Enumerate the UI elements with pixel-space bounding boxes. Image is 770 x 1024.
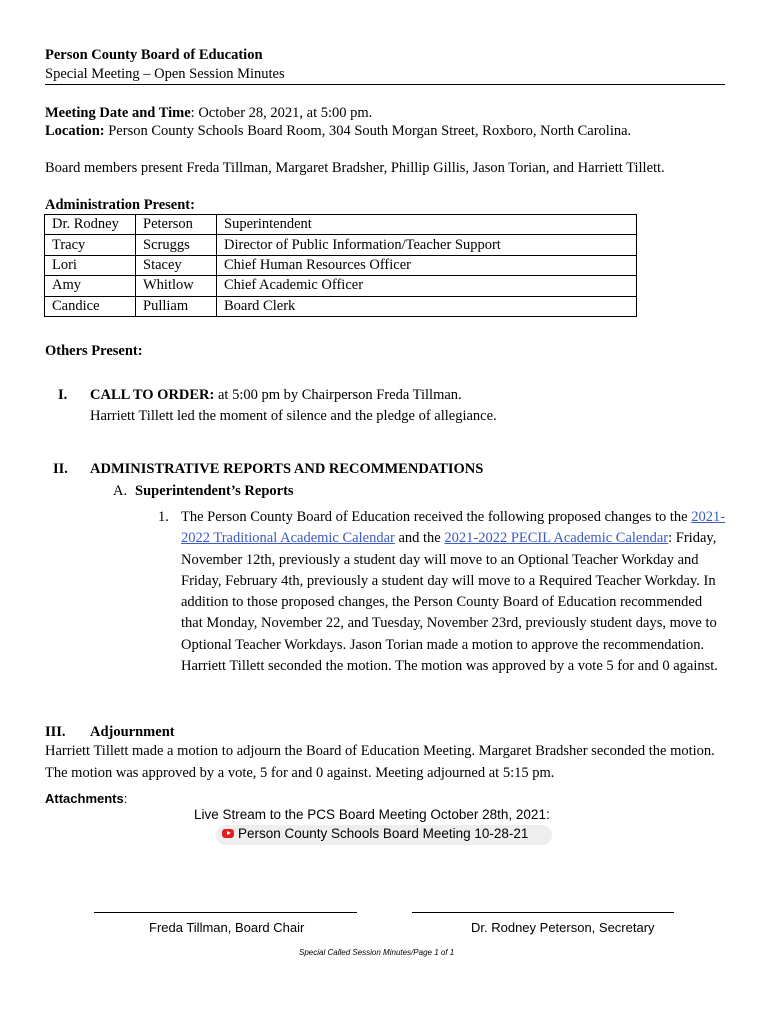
board-name: Person County Board of Education: [45, 47, 263, 63]
chair-signature-line: [94, 912, 357, 913]
section-3-heading: Adjournment: [90, 724, 175, 740]
section-3-text: Harriett Tillett made a motion to adjourn the Board of Education Meeting. Margaret Bradsher seconded the motion. The motion was approved by a vote, 5 for and 0 against. Meeting adjourned at 5:15 pm.: [45, 743, 715, 781]
last-name-cell: Peterson: [136, 215, 217, 235]
title-cell: Chief Academic Officer: [217, 276, 637, 296]
item-1-text-start: The Person County Board of Education received the following proposed changes to the: [181, 509, 688, 525]
subsection-a-heading: Superintendent’s Reports: [135, 483, 294, 499]
others-present-heading: Others Present:: [45, 343, 143, 359]
meeting-location-label: Location:: [45, 123, 105, 139]
table-row: [45, 296, 637, 316]
item-1-and-the: and the: [394, 530, 445, 547]
secretary-signature-label: Dr. Rodney Peterson, Secretary: [471, 920, 655, 935]
section-1-numeral: I.: [58, 387, 68, 403]
first-name-cell: Dr. Rodney: [45, 215, 136, 235]
first-name-cell: Amy: [45, 276, 136, 296]
attachments-line: [45, 791, 127, 806]
meeting-location-line: [45, 123, 631, 140]
last-name-cell: Scruggs: [136, 235, 217, 255]
administration-table: [44, 214, 637, 317]
header-divider: [45, 84, 725, 85]
title-cell: Chief Human Resources Officer: [217, 255, 637, 275]
first-name-cell: Tracy: [45, 235, 136, 255]
item-1-text-rest: : Friday, November 12th, previously a student day will move to an Optional Teacher Workday and Friday, February 4th, previously a student day will move to a Required Teacher Workday. In addition to those proposed changes, the Person County Board of Education recommended that Monday, November 22, and Tuesday, November 23rd, previously student days, move to Optional Teacher Workdays. Jason Torian made a motion to approve the recommendation. Harriett Tillett seconded the motion. The motion was approved by a vote 5 for and 0 against.: [181, 530, 718, 675]
section-1-line-2: Harriett Tillett led the moment of silence and the pledge of allegiance.: [90, 408, 497, 424]
title-cell: Director of Public Information/Teacher Support: [217, 235, 637, 255]
administration-heading: Administration Present:: [45, 197, 195, 213]
video-link[interactable]: Person County Schools Board Meeting 10-28-21: [238, 826, 529, 841]
item-1-paragraph: [181, 507, 726, 677]
section-1-text: at 5:00 pm by Chairperson Freda Tillman.: [217, 387, 462, 403]
last-name-cell: Stacey: [136, 255, 217, 275]
table-row: [45, 255, 637, 275]
table-row: [45, 235, 637, 255]
meeting-date-label: Meeting Date and Time: [45, 105, 191, 121]
document-subtitle: Special Meeting – Open Session Minutes: [45, 66, 285, 82]
title-cell: Superintendent: [217, 215, 637, 235]
page-footer: Special Called Session Minutes/Page 1 of 1: [299, 948, 455, 957]
chair-signature-label: Freda Tillman, Board Chair: [149, 920, 305, 935]
table-row: [45, 276, 637, 296]
pecil-calendar-link[interactable]: 2021-2022 PECIL Academic Calendar: [444, 530, 669, 547]
item-1-number: 1.: [158, 509, 169, 525]
subsection-a-letter: A.: [113, 483, 128, 499]
youtube-icon: [222, 829, 234, 838]
section-1-heading: CALL TO ORDER:: [90, 387, 215, 403]
attachments-label: Attachments: [45, 791, 124, 806]
first-name-cell: Candice: [45, 296, 136, 316]
last-name-cell: Pulliam: [136, 296, 217, 316]
secretary-signature-line: [412, 912, 674, 913]
meeting-location-value: Person County Schools Board Room, 304 South Morgan Street, Roxboro, North Carolina.: [108, 123, 632, 139]
board-members-present: Board members present Freda Tillman, Margaret Bradsher, Phillip Gillis, Jason Torian, and Harriett Tillett.: [45, 160, 665, 176]
meeting-date-line: [45, 105, 372, 122]
meeting-date-value: : October 28, 2021, at 5:00 pm.: [190, 105, 373, 121]
first-name-cell: Lori: [45, 255, 136, 275]
attachments-colon: :: [123, 791, 128, 806]
traditional-calendar-link[interactable]: 2021-2022 Traditional Academic Calendar: [181, 509, 726, 547]
section-3-numeral: III.: [45, 724, 66, 740]
table-row: [45, 215, 637, 235]
last-name-cell: Whitlow: [136, 276, 217, 296]
section-1-line: [90, 387, 462, 404]
title-cell: Board Clerk: [217, 296, 637, 316]
section-2-numeral: II.: [53, 461, 68, 477]
live-stream-text: Live Stream to the PCS Board Meeting October 28th, 2021:: [194, 807, 550, 822]
section-2-heading: ADMINISTRATIVE REPORTS AND RECOMMENDATIONS: [90, 461, 484, 477]
